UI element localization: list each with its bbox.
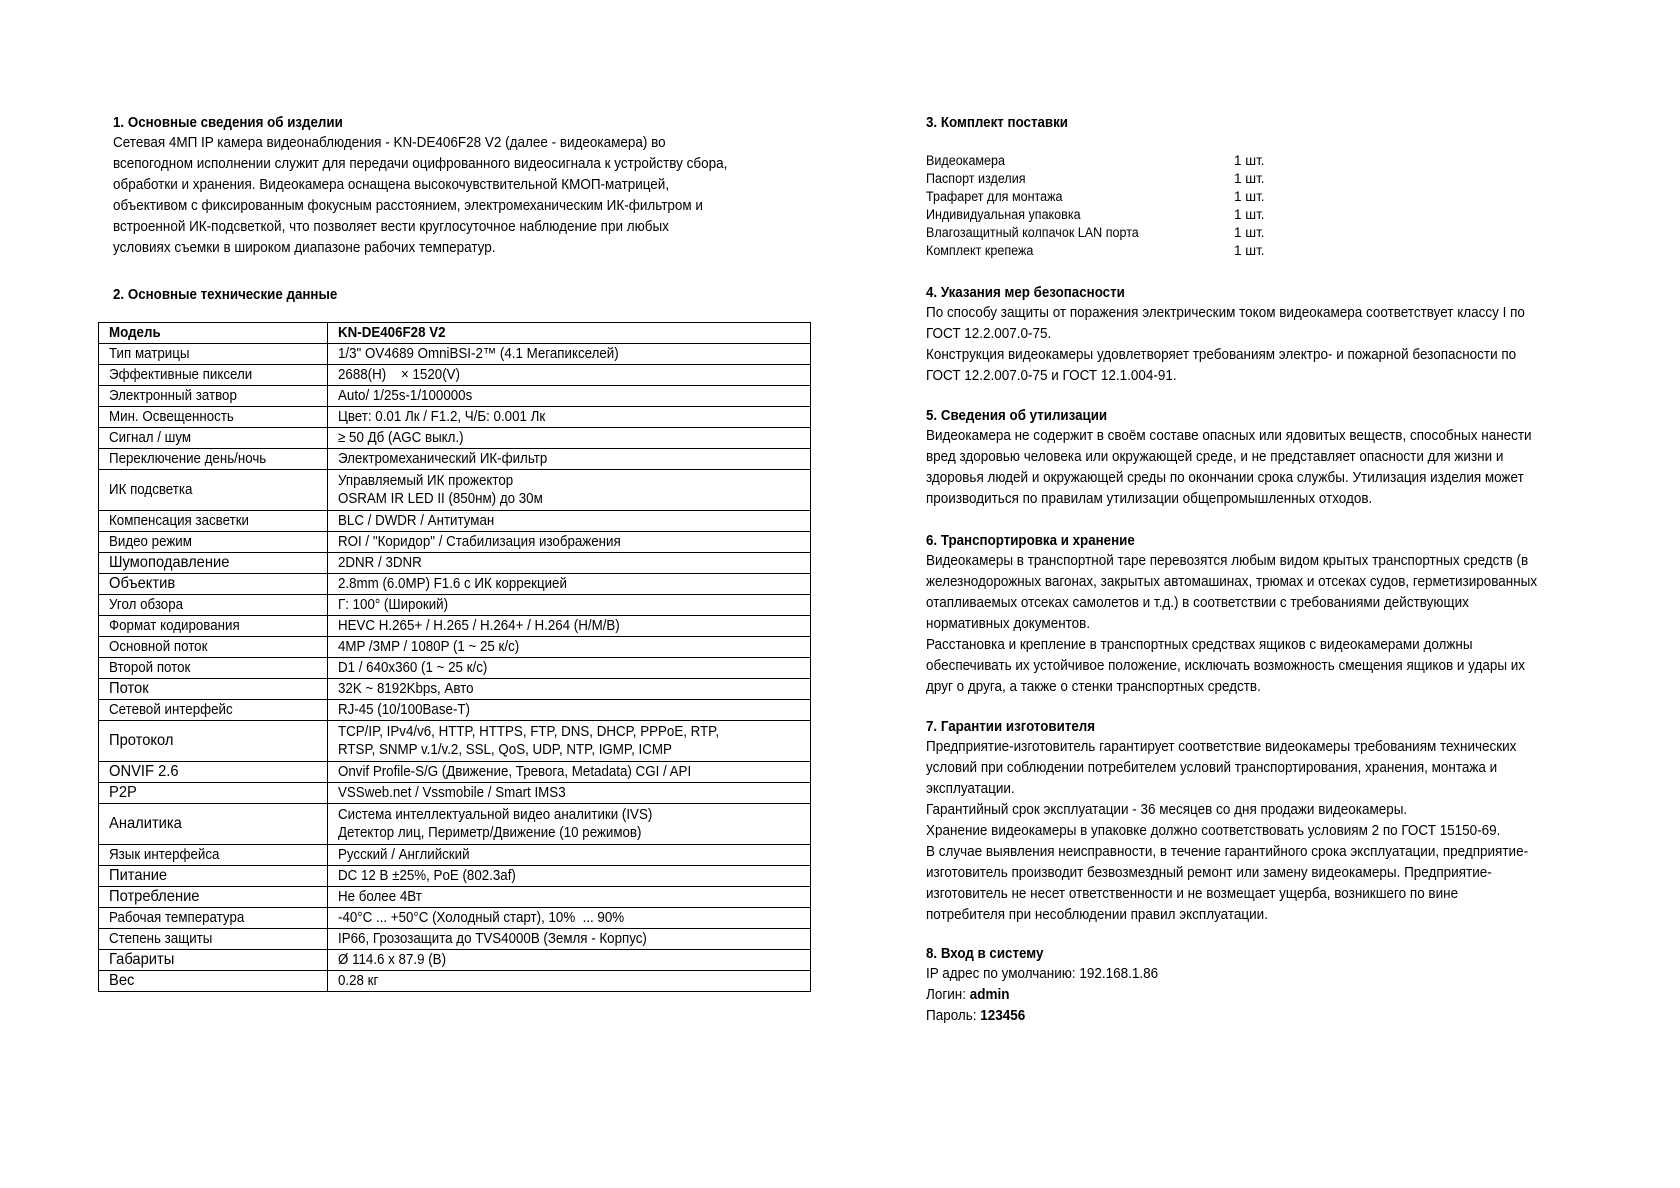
login-line	[926, 985, 1158, 1006]
spec-name: Основной поток	[99, 637, 328, 658]
item-name: Комплект крепежа	[926, 243, 1034, 258]
spec-value: DC 12 В ±25%, PoE (802.3af)	[328, 866, 811, 887]
item-name: Видеокамера	[926, 153, 1006, 168]
spec-name: P2P	[99, 783, 328, 804]
spec-name: Второй поток	[99, 658, 328, 679]
text-line: всепогодном исполнении служит для передачи оцифрованного видеосигнала к устройству сбора,	[113, 156, 728, 172]
spec-name: Габариты	[99, 950, 328, 971]
spec-value: Цвет: 0.01 Лк / F1.2, Ч/Б: 0.001 Лк	[328, 407, 811, 428]
spec-name: Язык интерфейса	[99, 845, 328, 866]
spec-name: Мин. Освещенность	[99, 407, 328, 428]
login-value: admin	[969, 987, 1010, 1003]
spec-value: RJ-45 (10/100Base-T)	[328, 700, 811, 721]
spec-name: Вес	[99, 971, 328, 992]
spec-value: 1/3" OV4689 OmniBSI-2™ (4.1 Мегапикселей)	[328, 344, 811, 365]
login-label: Логин:	[926, 987, 970, 1003]
table-row	[99, 532, 811, 553]
table-row	[99, 428, 811, 449]
spec-value: Auto/ 1/25s-1/100000s	[328, 386, 811, 407]
spec-name: Питание	[99, 866, 328, 887]
spec-value: 2.8mm (6.0MP) F1.6 с ИК коррекцией	[328, 574, 811, 595]
spec-name: ИК подсветка	[99, 470, 328, 511]
text-line: условиях съемки в широком диапазоне рабочих температур.	[113, 240, 496, 256]
spec-name: Потребление	[99, 887, 328, 908]
text-line: Сетевая 4МП IP камера видеонаблюдения - KN-DE406F28 V2 (далее - видеокамера) во	[113, 135, 666, 151]
section-title: 6. Транспортировка и хранение	[926, 533, 1135, 549]
spec-name: ONVIF 2.6	[99, 762, 328, 783]
table-row	[99, 845, 811, 866]
item-qty: 1 шт.	[1234, 207, 1265, 222]
text-line: вред здоровью человека или окружающей среде, и не представляет опасности для жизни и	[926, 449, 1504, 465]
spec-value: 2688(H) × 1520(V)	[328, 365, 811, 386]
text-line: Видеокамера не содержит в своём составе опасных или ядовитых веществ, способных нанести	[926, 428, 1532, 444]
table-row	[99, 637, 811, 658]
item-name: Паспорт изделия	[926, 171, 1026, 186]
section-title: 4. Указания мер безопасности	[926, 285, 1125, 301]
password-line	[926, 1006, 1158, 1027]
spec-name: Рабочая температура	[99, 908, 328, 929]
spec-name: Тип матрицы	[99, 344, 328, 365]
spec-value: BLC / DWDR / Антитуман	[328, 511, 811, 532]
section-general-info	[113, 113, 774, 259]
list-item	[926, 224, 1265, 242]
table-row	[99, 449, 811, 470]
section-title: 2. Основные технические данные	[113, 287, 338, 303]
table-row	[99, 679, 811, 700]
text-line: нормативных документов.	[926, 616, 1091, 632]
spec-value: Электромеханический ИК-фильтр	[328, 449, 811, 470]
item-qty: 1 шт.	[1234, 225, 1265, 240]
table-row	[99, 721, 811, 762]
spec-name: Аналитика	[99, 804, 328, 845]
list-item	[926, 152, 1265, 170]
spec-name: Угол обзора	[99, 595, 328, 616]
table-row	[99, 344, 811, 365]
spec-name: Электронный затвор	[99, 386, 328, 407]
table-row	[99, 783, 811, 804]
text-line: обработки и хранения. Видеокамера оснащена высокочувствительной КМОП-матрицей,	[113, 177, 670, 193]
spec-name: Степень защиты	[99, 929, 328, 950]
spec-value: HEVC H.265+ / H.265 / H.264+ / H.264 (H/M/B)	[328, 616, 811, 637]
spec-name: Формат кодирования	[99, 616, 328, 637]
spec-value: VSSweb.net / Vssmobile / Smart IMS3	[328, 783, 811, 804]
list-item	[926, 188, 1265, 206]
text-line: Расстановка и крепление в транспортных средствах ящиков с видеокамерами должны	[926, 637, 1473, 653]
item-qty: 1 шт.	[1234, 171, 1265, 186]
text-line: объективом с фиксированным фокусным расстоянием, электромеханическим ИК-фильтром и	[113, 198, 703, 214]
spec-value: Система интеллектуальной видео аналитики (IVS) Детектор лиц, Периметр/Движение (10 режимов)	[328, 804, 811, 845]
text-line: обеспечивать их устойчивое положение, исключать возможность смещения ящиков и удары их	[926, 658, 1526, 674]
table-row	[99, 887, 811, 908]
section-delivery-kit	[926, 113, 1080, 133]
table-row	[99, 365, 811, 386]
table-row	[99, 929, 811, 950]
text-line: друг о друга, а также о стенки транспортных средств.	[926, 679, 1261, 695]
table-row	[99, 866, 811, 887]
text-line: По способу защиты от поражения электрическим током видеокамера соответствует классу I по	[926, 305, 1525, 321]
text-line: Конструкция видеокамеры удовлетворяет требованиям электро- и пожарной безопасности по	[926, 347, 1517, 363]
item-qty: 1 шт.	[1234, 189, 1265, 204]
table-row	[99, 616, 811, 637]
item-name: Трафарет для монтажа	[926, 189, 1063, 204]
spec-value: Onvif Profile-S/G (Движение, Тревога, Metadata) CGI / API	[328, 762, 811, 783]
table-row	[99, 762, 811, 783]
section-title: 3. Комплект поставки	[926, 115, 1068, 131]
spec-value: ROI / "Коридор" / Стабилизация изображения	[328, 532, 811, 553]
text-line: изготовитель производит безвозмездный ремонт или замену видеокамеры. Предприятие-	[926, 865, 1492, 881]
list-item	[926, 242, 1265, 260]
text-line: Гарантийный срок эксплуатации - 36 месяцев со дня продажи видеокамеры.	[926, 802, 1408, 818]
spec-value: 0.28 кг	[328, 971, 811, 992]
list-item	[926, 206, 1265, 224]
table-row	[99, 470, 811, 511]
spec-value: 4MP /3MP / 1080P (1 ~ 25 к/с)	[328, 637, 811, 658]
table-row	[99, 574, 811, 595]
text-line: Предприятие-изготовитель гарантирует соответствие видеокамеры требованиям технических	[926, 739, 1517, 755]
table-row	[99, 908, 811, 929]
spec-name: Компенсация засветки	[99, 511, 328, 532]
spec-value: IP66, Грозозащита до TVS4000В (Земля - Корпус)	[328, 929, 811, 950]
header-cell-param: Модель	[99, 323, 328, 344]
spec-name: Объектив	[99, 574, 328, 595]
text-line: эксплуатации.	[926, 781, 1015, 797]
text-line: Видеокамеры в транспортной таре перевозятся любым видом крытых транспортных средств (в	[926, 553, 1529, 569]
spec-table	[98, 322, 811, 992]
spec-name: Поток	[99, 679, 328, 700]
text-line: ГОСТ 12.2.007.0-75 и ГОСТ 12.1.004-91.	[926, 368, 1177, 384]
table-row	[99, 511, 811, 532]
delivery-kit-list	[926, 152, 1265, 260]
spec-name: Шумоподавление	[99, 553, 328, 574]
password-value: 123456	[980, 1008, 1026, 1024]
table-row	[99, 700, 811, 721]
text-line: ГОСТ 12.2.007.0-75.	[926, 326, 1052, 342]
spec-name: Сетевой интерфейс	[99, 700, 328, 721]
header-cell-value: KN-DE406F28 V2	[328, 323, 811, 344]
item-qty: 1 шт.	[1234, 243, 1265, 258]
section-warranty	[926, 717, 1573, 926]
section-disposal	[926, 406, 1577, 510]
text-line: Хранение видеокамеры в упаковке должно соответствовать условиям 2 по ГОСТ 15150-69.	[926, 823, 1501, 839]
text-line: отапливаемых отсеках самолетов и т.д.) в соответствии с требованиями действующих	[926, 595, 1469, 611]
text-line: изготовитель не несет ответственности и не возмещает ущерба, возникшего по вине	[926, 886, 1459, 902]
spec-value: Не более 4Вт	[328, 887, 811, 908]
spec-value: Русский / Английский	[328, 845, 811, 866]
spec-value: TCP/IP, IPv4/v6, HTTP, HTTPS, FTP, DNS, DHCP, PPPoE, RTP, RTSP, SNMP v.1/v.2, SSL, QoS, UDP, NTP, IGMP, ICMP	[328, 721, 811, 762]
item-qty: 1 шт.	[1234, 153, 1265, 168]
section-tech-data-title	[113, 285, 357, 305]
spec-value: -40°C ... +50°C (Холодный старт), 10% ... 90%	[328, 908, 811, 929]
table-row	[99, 407, 811, 428]
table-row	[99, 804, 811, 845]
text-line: производиться по правилам утилизации общепромышленных отходов.	[926, 491, 1373, 507]
spec-name: Переключение день/ночь	[99, 449, 328, 470]
table-row	[99, 386, 811, 407]
spec-name: Эффективные пиксели	[99, 365, 328, 386]
text-line: железнодорожных вагонах, закрытых автомашинах, трюмах и отсеках судов, герметизированных	[926, 574, 1538, 590]
list-item	[926, 170, 1265, 188]
spec-value: 2DNR / 3DNR	[328, 553, 811, 574]
spec-value: D1 / 640x360 (1 ~ 25 к/с)	[328, 658, 811, 679]
text-line: потребителя при несоблюдении правил эксплуатации.	[926, 907, 1268, 923]
item-name: Индивидуальная упаковка	[926, 207, 1081, 222]
section-title: 5. Сведения об утилизации	[926, 408, 1108, 424]
spec-value: Ø 114.6 x 87.9 (В)	[328, 950, 811, 971]
spec-name: Видео режим	[99, 532, 328, 553]
table-row	[99, 950, 811, 971]
section-title: 8. Вход в систему	[926, 946, 1044, 962]
spec-name: Сигнал / шум	[99, 428, 328, 449]
table-row	[99, 658, 811, 679]
spec-name: Протокол	[99, 721, 328, 762]
spec-value: Управляемый ИК прожектор OSRAM IR LED II (850нм) до 30м	[328, 470, 811, 511]
text-line: условий при соблюдении потребителем условий транспортирования, хранения, монтажа и	[926, 760, 1498, 776]
text-line: В случае выявления неисправности, в течение гарантийного срока эксплуатации, предприятие-	[926, 844, 1529, 860]
spec-value: 32K ~ 8192Kbps, Авто	[328, 679, 811, 700]
default-ip: IP адрес по умолчанию: 192.168.1.86	[926, 966, 1159, 982]
table-row	[99, 553, 811, 574]
section-title: 1. Основные сведения об изделии	[113, 115, 343, 131]
item-name: Влагозащитный колпачок LAN порта	[926, 225, 1139, 240]
text-line: здоровья людей и окружающей среды по окончании срока службы. Утилизация изделия может	[926, 470, 1524, 486]
section-transport-storage	[926, 531, 1583, 698]
password-label: Пароль:	[926, 1008, 981, 1024]
text-line: встроенной ИК-подсветкой, что позволяет вести круглосуточное наблюдение при любых	[113, 219, 669, 235]
spec-value: ≥ 50 Дб (AGC выкл.)	[328, 428, 811, 449]
table-header-row	[99, 323, 811, 344]
section-safety	[926, 283, 1570, 387]
section-title: 7. Гарантии изготовителя	[926, 719, 1096, 735]
table-row	[99, 971, 811, 992]
table-row	[99, 595, 811, 616]
section-login	[926, 944, 1176, 1027]
spec-value: Г: 100° (Широкий)	[328, 595, 811, 616]
